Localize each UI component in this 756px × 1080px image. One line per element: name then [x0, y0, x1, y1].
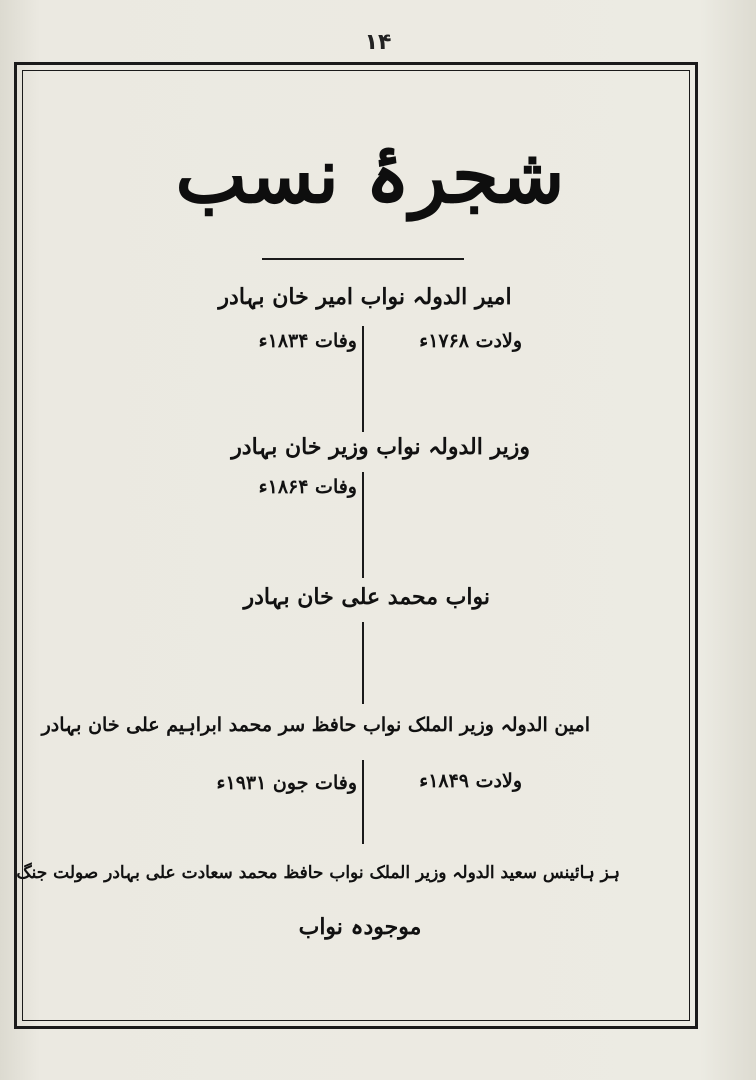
current-nawab-note: موجودہ نواب — [298, 914, 422, 940]
birth-date-1: ولادت ۱۷۶۸ء — [419, 330, 522, 352]
birth-date-4: ولادت ۱۸۴۹ء — [419, 770, 522, 792]
ancestor-name-2: وزیر الدولہ نواب وزیر خان بہادر — [231, 434, 530, 460]
death-date-1: وفات ۱۸۳۴ء — [258, 330, 357, 352]
ancestor-name-1: امیر الدولہ نواب امیر خان بہادر — [218, 284, 512, 310]
ancestor-name-4: امین الدولہ وزیر الملک نواب حافظ سر محمد ابراہیم علی خان بہادر — [41, 714, 590, 736]
lineage-connector-3 — [362, 622, 364, 704]
lineage-connector-1 — [362, 326, 364, 432]
death-date-4: وفات جون ۱۹۳۱ء — [216, 772, 357, 794]
ancestor-name-3: نواب محمد علی خان بہادر — [243, 584, 490, 610]
current-nawab-name: ہز ہائینس سعید الدولہ وزیر الملک نواب حافظ محمد سعادت علی بہادر صولت جنگ — [16, 863, 620, 883]
death-date-2: وفات ۱۸۶۴ء — [258, 476, 357, 498]
page-title: شجرۂ نسب — [175, 131, 565, 220]
lineage-connector-2 — [362, 472, 364, 578]
lineage-connector-4 — [362, 760, 364, 844]
page-number: ۱۴ — [364, 30, 392, 55]
title-underline — [262, 258, 464, 260]
